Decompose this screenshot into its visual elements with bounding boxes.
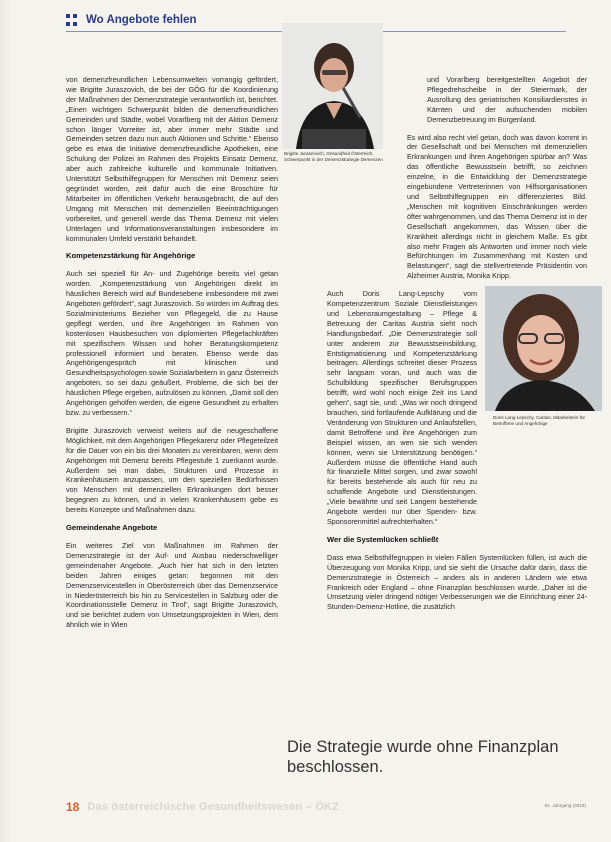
- subheading-kompetenz: Kompetenzstärkung für Angehörige: [66, 251, 196, 261]
- section-header: [66, 14, 197, 26]
- page-footer: [66, 800, 586, 814]
- paragraph: Auch sei speziell für An- und Zugehörige bereits viel getan worden. „Kompetenzstärkung von Angehörigen direkt im häuslichen Bereich wird auf Bundesebene insbesondere mit zwei Angeboten gefördert“, sagt Juraszovich. So würden im Auftrag des Sozialministeriums Bezieher von Pflegegeld, die zu Hause gepflegt werden, und ihre Angehörigen im Rahmen von kostenlosen Hausbesuchen von diplomierten Pflegefachkräften mit spezifischem Wissen und hoher Beratungskompetenz professionell informiert und beraten. Ebenso werde das Angehörigengespräch mit klinischen und Gesundheitspsychologen sowie Sozialarbeitern in ganz Österreich angeboten, so sei dazu geäußert, Probleme, die sich bei der häuslichen Pflege ergeben, aufzulösen zu können. „Damit soll den Angehörigen geholfen werden, die eigene Gesundheit zu erhalten bzw. zu verbessern.“: [66, 269, 278, 417]
- grid-dots-icon: [66, 14, 78, 26]
- photo-caption-1: Brigitte Juraszovich, Gesundheit Österreich, Schwerpunkt in der Demenzstrategie Demenzen: [284, 151, 383, 162]
- publication-title: Das österreichische Gesundheitswesen – ÖKZ: [87, 801, 340, 813]
- paragraph: Auch Doris Lang-Lepschy vom Kompetenzzentrum Soziale Dienstleistungen und Lebensraumgestaltung – Pflege & Betreuung der Caritas Austria sieht noch Handlungsbedarf. „Die Demenzstrategie soll unter anderem zur Bewusstseinsbildung, Entstigmatisierung und Kompetenzstärkung beitragen. Allerdings schreitet dieser Prozess sehr langsam voran, und auch was die Schulbildung spezifischer Berufsgruppen betrifft, wird wohl noch einige Zeit ins Land gehen“, sagt sie, und: „Was wir noch dringend brauchen, sind fortlaufende Aufklärung und die Veränderung von Strukturen und Anlaufstellen, damit Betroffene und ihre Angehörigen zum Beispiel wissen, an wen sie sich wenden können, wenn sie Unterstützung benötigen.“ Außerdem müsse die öffentliche Hand auch für finanzielle Mittel sorgen, und zwar sowohl für bereits bestehende als auch für neu zu schaffende Angebote und Dienstleistungen. „Viele bewährte und seit Langem bestehende Angebote werden nur über Spenden- bzw. Sponsorenmittel aufrechterhalten.“: [327, 289, 477, 526]
- footer-info: 61. Jahrgang (2019): [544, 803, 586, 808]
- paragraph: Dass etwa Selbsthilfegruppen in vielen Fällen Systemlücken füllen, ist auch die Überzeugung von Monika Kripp, und sie sieht die Ursache dafür darin, dass die Demenzstrategie in Österreich – anders als in anderen Ländern wie etwa Frankreich oder England – ohne Finanzplan beschlossen wurde. „Daher ist die Umsetzung vieler dringend nötiger Verbesserungen wie die Einrichtung einer 24-Stunden-Demenz-Hotline, die zusätzlich: [327, 552, 587, 612]
- article-column-right: [327, 75, 587, 620]
- subheading-gemeinde: Gemeindenahe Angebote: [66, 523, 158, 533]
- paragraph: und Vorarlberg bereitgestellten Angebot der Pflegedrehscheibe in der Steiermark, der Ausrollung des geriatrischen Konsiliardienstes in Kärnten und der aufsuchenden mobilen Demenzbetreuung im Burgenland.: [427, 75, 587, 124]
- pull-quote: Die Strategie wurde ohne Finanzplan beschlossen.: [287, 738, 559, 776]
- photo-caption-2: Doris Lang-Lepschy, Caritas, Mitarbeiterin für Betroffene und Angehörige: [493, 415, 586, 426]
- article-column-left: [66, 75, 278, 638]
- paragraph: Ein weiteres Ziel von Maßnahmen im Rahmen der Demenzstrategie ist der Auf- und Ausbau niederschwelliger gemeindenaher Angebote. „Auch hier hat sich in den letzten beiden Jahren einiges getan: begonnen mit den Demenzservicestellen in Oberösterreich über das Demenzservice in Niederösterreich bis hin zu Servicestellen in Salzburg oder die Koordinationsstelle Demenz in Tirol“, sagt Brigitte Juraszovich, und sie berichtet zudem von Umsetzungsprojekten in Wien, dem ähnlich wie in Wien: [66, 540, 278, 630]
- paragraph: Es wird also recht viel getan, doch was davon kommt in der Gesellschaft und bei Menschen mit demenziellen Erkrankungen und ihren Angehörigen spürbar an? Was das öffentliche Bewusstsein betrifft, so zeichnen einzelne, in die Entwicklung der Demenzstrategie eingebundene Vertreterinnen von Hilfsorganisationen und Selbsthilfegruppen ein differenziertes Bild. „Menschen mit kognitiven Einschränkungen werden öfter wahrgenommen, und das Thema Demenz ist in der Gesellschaft angekommen, das Wissen über die Krankheit allerdings nicht in gleichem Maße. Es gibt also mehr Fragen als Antworten und immer noch viele Befürchtungen im Zusammenhang mit Kosten und Belastungen“, sagt die stellvertretende Präsidentin von Alzheimer Austria, Monika Kripp.: [407, 132, 587, 281]
- subheading-system: Wer die Systemlücken schließt: [327, 534, 439, 544]
- paragraph: Brigitte Juraszovich verweist weiters auf die neugeschaffene Möglichkeit, mit dem Angehörigen Pflegekarenz oder Pflegeteilzeit für die Dauer von ein bis drei Monaten zu vereinbaren, wenn dem Angehörigen mit Demenz bereits Pflegestufe 1 zuerkannt wurde. Außerdem sei man dabei, Strukturen und Prozesse in Krankenhäusern anzupassen, um den speziellen Bedürfnissen von Menschen mit demenziellen Erkrankungen dort besser begegnen zu können, und in vielen Krankenhäusern gebe es bereits Konzepte und Maßnahmen dazu.: [66, 425, 278, 515]
- page-number: 18: [66, 800, 80, 814]
- section-title: Wo Angebote fehlen: [86, 14, 197, 26]
- paragraph: von demenzfreundlichen Lebensumwelten vorrangig gefördert, wie Brigitte Juraszovich, die bei der GÖG für die Koordinierung der Maßnahmen der Demenzstrategie verantwortlich ist, berichtet. „Einen wichtigen Schwerpunkt bilden die demenzfreundlichen Gemeinden und Städte, wobel Vorarlberg mit der Aktion Demenz schon länger Vorreiter ist, aber immer mehr Städte und Gemeinden setzen dazu nun auch Aktionen und Schritte.“ Ebenso gebe es etwa die Initiative demenzfreundliche Apotheken, eine Schulung der Polizei im Rahmen des Projekts Einsatz Demenz, aber auch zahlreiche kulturelle und kommunale Initiativen. Unterstützt Selbsthilfegruppen für Menschen mit Demenz seien gegründet worden, zeit dafür auch die eine Broschüre für Mitarbeiter im öffentlichen Verkehr herausgebracht, die auf den Umgang mit Menschen mit demenziellen Beeinträchtigungen vorbereitet, und generell werde das Thema Demenz mit vielen Unterlagen und Informationsveranstaltungen insbesondere im kommunalen Umfeld verstärkt behandelt.: [66, 75, 278, 243]
